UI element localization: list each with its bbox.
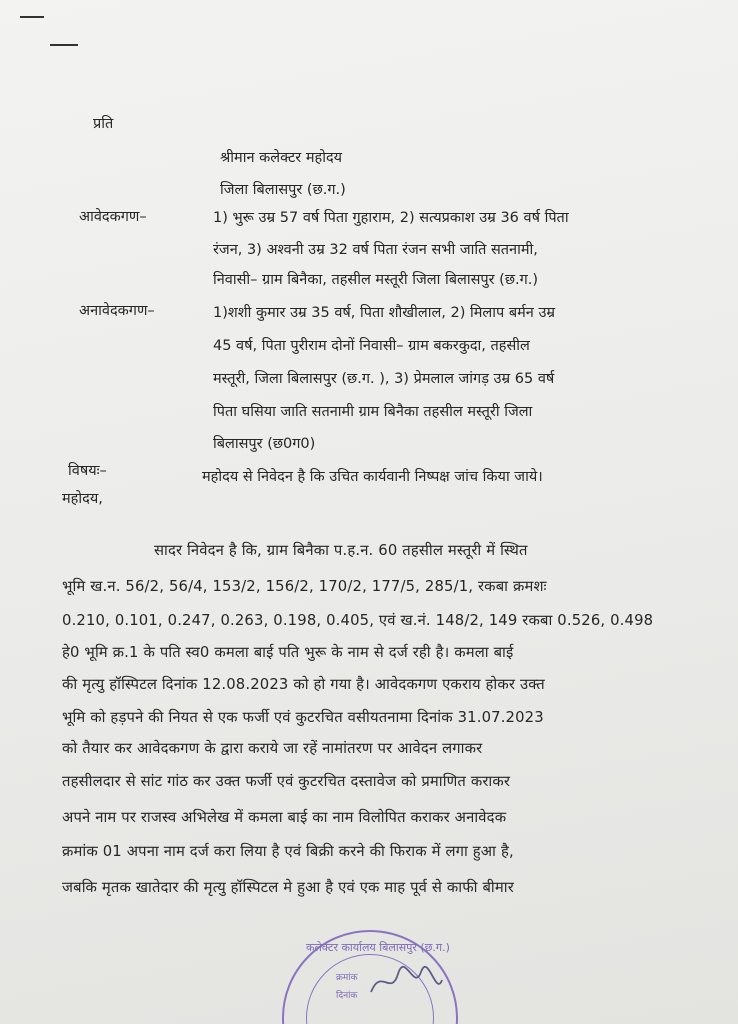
body-line-8: तहसीलदार से सांट गांठ कर उक्त फर्जी एवं कुटरचित दस्तावेज को प्रमाणित कराकर [62, 773, 511, 790]
respondents-line-1: 1)शशी कुमार उम्र 35 वर्ष, पिता शौखीलाल, 2) मिलाप बर्मन उम्र [213, 305, 556, 321]
margin-mark-top [20, 16, 44, 18]
body-line-11: जबकि मृतक खातेदार की मृत्यु हॉस्पिटल मे हुआ है एवं एक माह पूर्व से काफी बीमार [62, 879, 514, 896]
subject-text: महोदय से निवेदन है कि उचित कार्यवानी निष्पक्ष जांच किया जाये। [202, 469, 543, 485]
respondents-line-4: पिता घसिया जाति सतनामी ग्राम बिनैका तहसील मस्तूरी जिला [213, 404, 533, 420]
addressee-line-2: जिला बिलासपुर (छ.ग.) [220, 182, 346, 198]
body-line-7: को तैयार कर आवेदकगण के द्वारा कराये जा रहें नामांतरण पर आवेदन लगाकर [62, 740, 483, 757]
salutation: महोदय, [62, 491, 103, 507]
applicants-label: आवेदकगण– [79, 209, 147, 225]
to-label: प्रति [93, 116, 114, 132]
stamp-signature-scribble [366, 962, 446, 1002]
body-line-5: की मृत्यु हॉस्पिटल दिनांक 12.08.2023 को हो गया है। आवेदकगण एकराय होकर उक्त [62, 676, 545, 693]
stamp-date-label: दिनांक [336, 991, 358, 1001]
office-stamp [282, 930, 458, 1024]
respondents-line-2: 45 वर्ष, पिता पुरीराम दोनों निवासी– ग्राम बकरकुदा, तहसील [213, 338, 530, 354]
body-line-6: भूमि को हड़पने की नियत से एक फर्जी एवं कुटरचित वसीयतनामा दिनांक 31.07.2023 [62, 709, 544, 726]
respondents-label: अनावेदकगण– [79, 303, 155, 319]
respondents-line-3: मस्तूरी, जिला बिलासपुर (छ.ग. ), 3) प्रेमलाल जांगड़ उम्र 65 वर्ष [213, 371, 555, 387]
margin-mark-second [50, 44, 78, 46]
body-line-3: 0.210, 0.101, 0.247, 0.263, 0.198, 0.405, एवं ख.नं. 148/2, 149 रकबा 0.526, 0.498 [62, 612, 654, 629]
subject-label: विषयः– [68, 463, 107, 479]
body-line-1: सादर निवेदन है कि, ग्राम बिनैका प.ह.न. 60 तहसील मस्तूरी में स्थित [154, 542, 528, 559]
body-line-9: अपने नाम पर राजस्व अभिलेख में कमला बाई का नाम विलोपित कराकर अनावेदक [62, 809, 507, 826]
applicants-line-1: 1) भुरू उम्र 57 वर्ष पिता गुहाराम, 2) सत्यप्रकाश उम्र 36 वर्ष पिता [213, 210, 569, 226]
stamp-number-label: क्रमांक [336, 973, 358, 983]
applicants-line-2: रंजन, 3) अश्वनी उम्र 32 वर्ष पिता रंजन सभी जाति सतनामी, [213, 242, 538, 258]
body-line-10: क्रमांक 01 अपना नाम दर्ज करा लिया है एवं बिक्री करने की फिराक में लगा हुआ है, [62, 843, 514, 860]
addressee-line-1: श्रीमान कलेक्टर महोदय [220, 150, 343, 166]
respondents-line-5: बिलासपुर (छ0ग0) [213, 436, 316, 452]
body-line-2: भूमि ख.न. 56/2, 56/4, 153/2, 156/2, 170/2, 177/5, 285/1, रकबा क्रमशः [62, 578, 547, 595]
body-line-4: हे0 भूमि क्र.1 के पति स्व0 कमला बाई पति भुरू के नाम से दर्ज रही है। कमला बाई [62, 644, 514, 661]
applicants-line-3: निवासी– ग्राम बिनैका, तहसील मस्तूरी जिला बिलासपुर (छ.ग.) [213, 272, 539, 288]
stamp-ring-text: कलेक्टर कार्यालय बिलासपुर (छ.ग.) [306, 941, 450, 954]
